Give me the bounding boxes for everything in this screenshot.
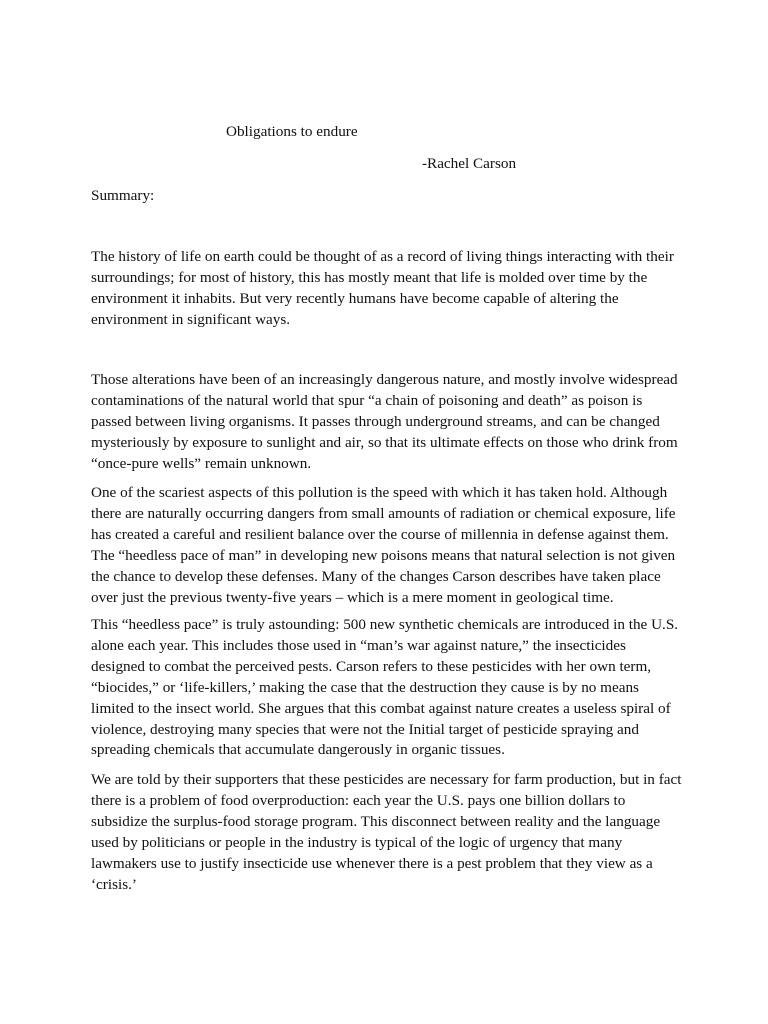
- paragraph-5: [91, 770, 681, 895]
- paragraph-line: This “heedless pace” is truly astounding: 500 new synthetic chemicals are introduced in the U.S.: [91, 616, 679, 633]
- paragraph-line: We are told by their supporters that these pesticides are necessary for farm production, but in fact: [91, 771, 682, 788]
- paragraph-line: contaminations of the natural world that spur “a chain of poisoning and death” as poison is: [91, 391, 643, 409]
- paragraph-line: has created a careful and resilient balance over the course of millennia in defense against them.: [91, 525, 669, 543]
- paragraph-line: mysteriously by exposure to sunlight and air, so that its ultimate effects on those who drink from: [91, 433, 678, 451]
- paragraph-line: The history of life on earth could be thought of as a record of living things interacting with their: [91, 248, 674, 265]
- paragraph-line: over just the previous twenty-five years – which is a mere moment in geological time.: [91, 588, 614, 606]
- paragraph-line: ‘crisis.’: [91, 875, 137, 893]
- paragraph-line: spreading chemicals that accumulate dangerously in organic tissues.: [91, 741, 505, 759]
- paragraph-line: One of the scariest aspects of this pollution is the speed with which it has taken hold. Although: [91, 484, 668, 501]
- paragraph-line: violence, destroying many species that were not the Initial target of pesticide spraying and: [91, 720, 639, 738]
- paragraph-line: environment in significant ways.: [91, 310, 291, 328]
- document-author: -Rachel Carson: [422, 155, 517, 172]
- paragraph-line: “biocides,” or ‘life-killers,’ making the case that the destruction they cause is by no means: [91, 678, 639, 696]
- paragraph-1: [91, 247, 681, 331]
- paragraph-line: surroundings; for most of history, this has mostly meant that life is molded over time by the: [91, 268, 648, 286]
- paragraph-2: [91, 370, 681, 475]
- paragraph-line: the chance to develop these defenses. Many of the changes Carson describes have taken place: [91, 567, 661, 585]
- document-title: Obligations to endure: [226, 123, 358, 140]
- paragraph-line: The “heedless pace of man” in developing new poisons means that natural selection is not given: [91, 546, 676, 564]
- paragraph-line: Those alterations have been of an increasingly dangerous nature, and mostly involve widespread: [91, 371, 678, 388]
- paragraph-line: “once-pure wells” remain unknown.: [91, 454, 312, 472]
- paragraph-4: [91, 615, 681, 761]
- summary-label: Summary:: [91, 187, 155, 204]
- paragraph-line: used by politicians or people in the industry is typical of the logic of urgency that many: [91, 833, 623, 851]
- paragraph-line: alone each year. This includes those used in “man’s war against nature,” the insecticides: [91, 636, 626, 654]
- paragraph-line: lawmakers use to justify insecticide use whenever there is a pest problem that they view as a: [91, 854, 653, 872]
- paragraph-line: subsidize the surplus-food storage program. This disconnect between reality and the language: [91, 812, 661, 830]
- paragraph-3: [91, 483, 681, 608]
- paragraph-line: limited to the insect world. She argues that this combat against nature creates a useless spiral of: [91, 699, 671, 717]
- paragraph-line: environment it inhabits. But very recently humans have become capable of altering the: [91, 289, 619, 307]
- paragraph-line: designed to combat the perceived pests. Carson refers to these pesticides with her own term,: [91, 657, 652, 675]
- paragraph-line: there is a problem of food overproduction: each year the U.S. pays one billion dollars to: [91, 791, 626, 809]
- paragraph-line: there are naturally occurring dangers from small amounts of radiation or chemical exposure, life: [91, 504, 676, 522]
- paragraph-line: passed between living organisms. It passes through underground streams, and can be changed: [91, 412, 660, 430]
